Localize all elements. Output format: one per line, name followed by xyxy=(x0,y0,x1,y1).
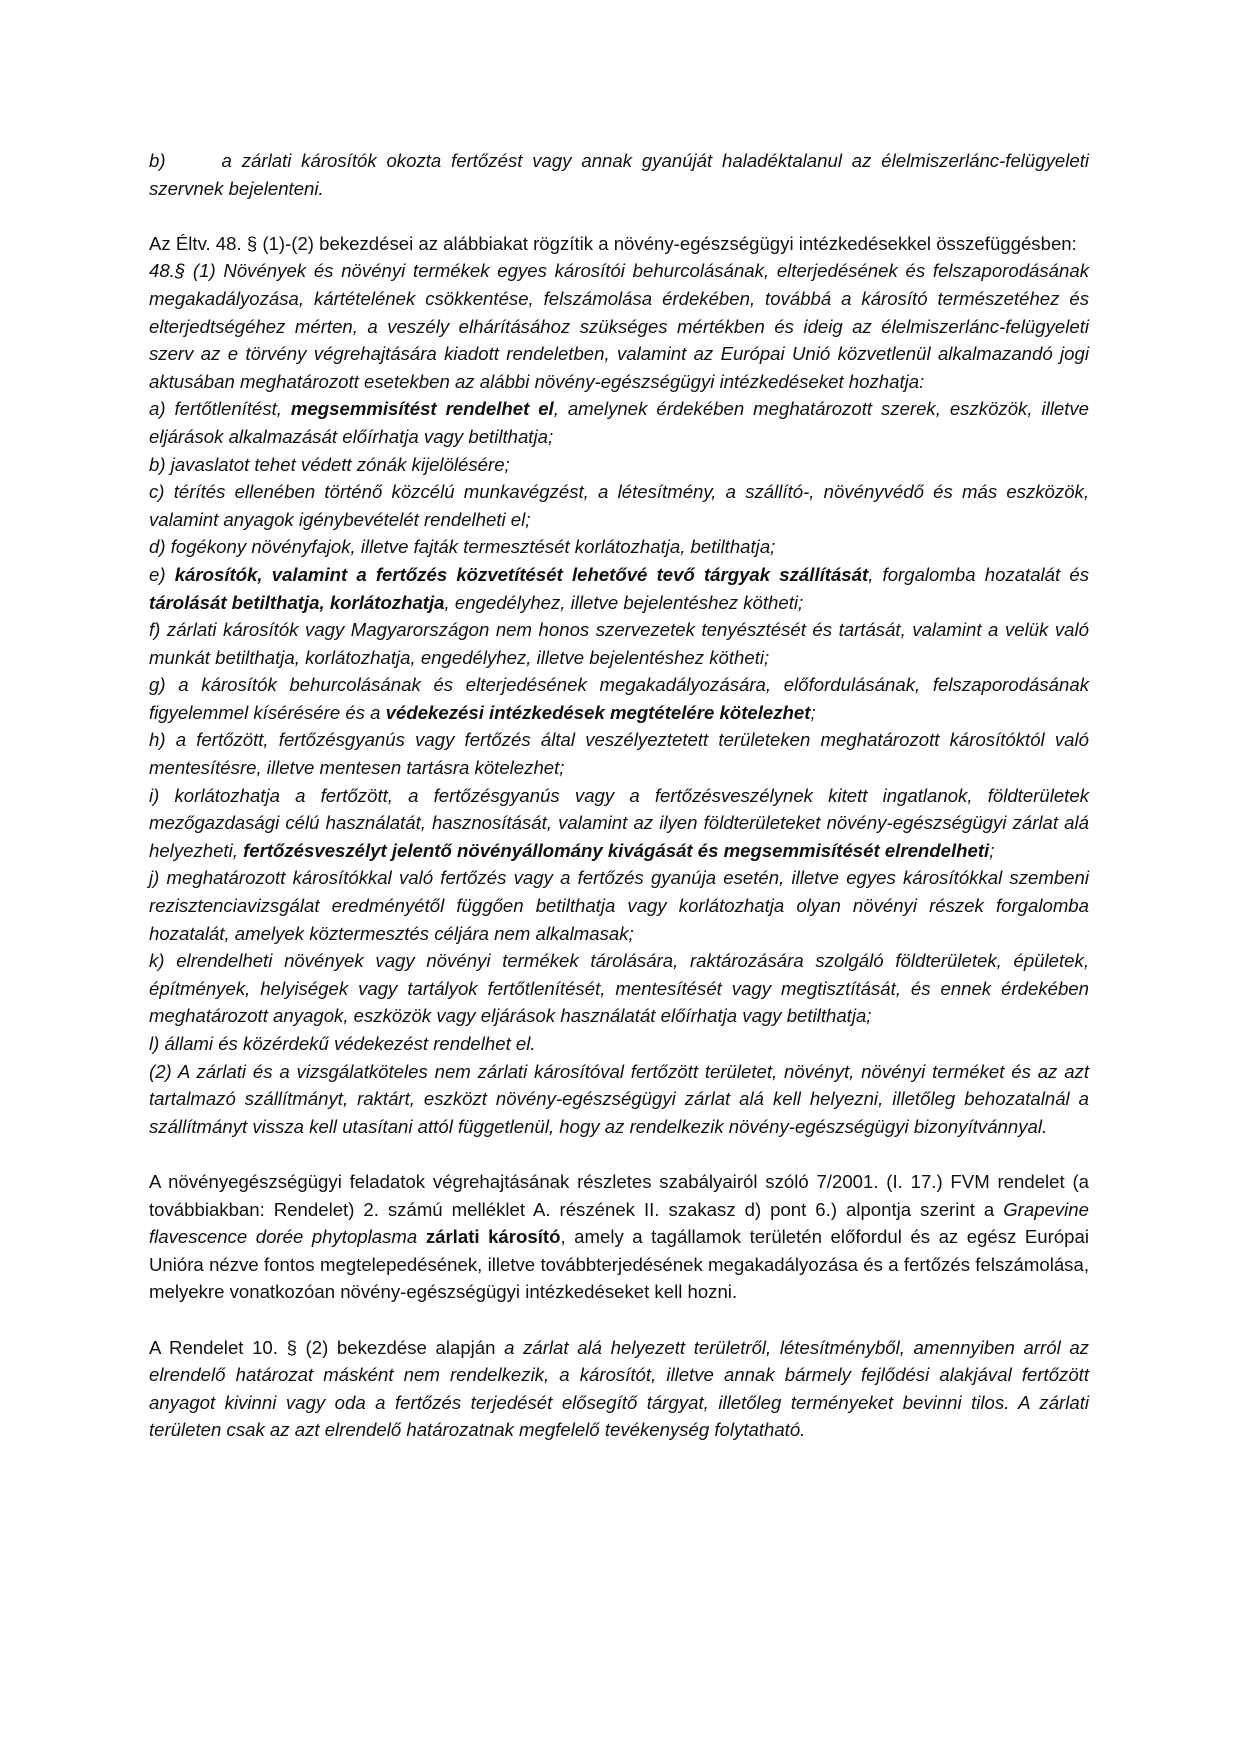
paragraph-17 xyxy=(149,1168,1089,1306)
paragraph-spacer xyxy=(149,1306,1089,1334)
paragraph-1 xyxy=(149,147,1089,202)
paragraph-4 xyxy=(149,395,1089,450)
text-run: A Rendelet 10. § (2) bekezdése alapján xyxy=(149,1336,505,1358)
paragraph-8 xyxy=(149,561,1089,616)
text-run: , amely a tagállamok területén előfordul és az egész Európai Unióra nézve fontos megtelepedésének, illetve továbbterjedésének megakadályozása és a fertőzés felszámolása, melyekre vonatkozóan növény-egészségügyi intézkedéseket kell hozni. xyxy=(149,1226,1089,1303)
italic-text-run: a zárlati károsítók okozta fertőzést vagy annak gyanúját haladéktalanul az élelmiszerlánc-felügyeleti szervnek bejelenteni. xyxy=(149,150,1089,199)
paragraph-6 xyxy=(149,478,1089,533)
italic-text-run: c) térítés ellenében történő közcélú munkavégzést, a létesítmény, a szállító-, növényvédő és más eszközök, valamint anyagok igénybevételét rendelheti el; xyxy=(149,481,1089,530)
paragraph-10 xyxy=(149,671,1089,726)
paragraph-11 xyxy=(149,726,1089,781)
italic-text-run: h) a fertőzött, fertőzésgyanús vagy fertőzés által veszélyeztetett területeken meghatározott károsítóktól való mentesítésre, illetve mentesen tartásra kötelezhet; xyxy=(149,729,1089,779)
paragraph-7 xyxy=(149,533,1089,561)
italic-text-run: b) xyxy=(149,150,166,171)
italic-text-run: (2) A zárlati és a vizsgálatköteles nem zárlati károsítóval fertőzött területet, növényt, növényi terméket és az azt tartalmazó szállítmányt, raktárt, eszközt növény-egészségügyi zárlat alá kell helyezni, illetőleg behozatalnál a szállítmányt vissza kell utasítani attól függetlenül, hogy az rendelkezik növény-egészségügyi bizonyítvánnyal. xyxy=(149,1060,1089,1137)
italic-text-run: ; xyxy=(810,701,816,723)
text-run xyxy=(417,1226,426,1247)
italic-text-run: a zárlat alá helyezett területről, létesítményből, amennyiben arról az elrendelő határozat másként nem rendelkezik, a károsítót, illetve annak bármely fejlődési alakjával fertőzött anyagot kivinni vagy oda a fertőzés terjedését elősegítő tárgyat, illetőleg terményeket bevinni tilos. A zárlati területen csak az azt elrendelő határozatnak megfelelő tevékenység folytatható. xyxy=(149,1336,1089,1441)
italic-text-run: f) zárlati károsítók vagy Magyarországon nem honos szervezetek tenyésztését és tartását, valamint a velük való munkát betilthatja, korlátozhatja, engedélyhez, illetve bejelentéshez kötheti; xyxy=(149,619,1089,668)
paragraph-5 xyxy=(149,451,1089,479)
bold-text-run: zárlati károsító xyxy=(425,1226,561,1248)
bold-text-run: károsítók, valamint a fertőzés közvetítését lehetővé tevő tárgyak szállítását xyxy=(174,563,869,585)
bold-text-run: tárolását betilthatja, korlátozhatja xyxy=(149,591,445,613)
paragraph-18 xyxy=(149,1334,1089,1444)
paragraph-15 xyxy=(149,1030,1089,1058)
paragraph-9 xyxy=(149,616,1089,671)
italic-text-run: l) állami és közérdekű védekezést rendelhet el. xyxy=(149,1033,536,1054)
italic-text-run: , engedélyhez, illetve bejelentéshez kötheti; xyxy=(444,591,804,613)
paragraph-2 xyxy=(149,230,1089,258)
bold-text-run: védekezési intézkedések megtételére kötelezhet xyxy=(385,701,811,723)
bold-text-run: megsemmisítést rendelhet el xyxy=(290,398,554,420)
italic-text-run: g) a károsítók behurcolásának és elterjedésének megakadályozására, előfordulásának, felszaporodásának figyelemmel kísérésére és a xyxy=(149,674,1089,723)
paragraph-3 xyxy=(149,257,1089,395)
italic-text-run: Grapevine flavescence dorée phytoplasma xyxy=(149,1198,1089,1248)
bold-text-run: fertőzésveszélyt jelentő növényállomány kivágását és megsemmisítését elrendelheti xyxy=(243,839,990,861)
italic-text-run: j) meghatározott károsítókkal való fertőzés vagy a fertőzés gyanúja esetén, illetve egyes károsítókkal szembeni rezisztenciavizsgálat eredményétől függően betilthatja vagy korlátozhatja olyan növényi részek forgalomba hozatalát, amelyek köztermesztés céljára nem alkalmasak; xyxy=(149,867,1089,944)
italic-text-run: ; xyxy=(989,839,995,861)
italic-text-run: 48.§ (1) Növények és növényi termékek egyes károsítói behurcolásának, elterjedésének és felszaporodásának megakadályozása, kártételének csökkentése, felszámolása érdekében, továbbá a károsító természetéhez és elterjedtségéhez mérten, a veszély elhárításához szükséges mértékben és ideig az élelmiszerlánc-felügyeleti szerv az e törvény végrehajtására kiadott rendeletben, valamint az Európai Unió közvetlenül alkalmazandó jogi aktusában meghatározott esetekben az alábbi növény-egészségügyi intézkedéseket hozhatja: xyxy=(149,260,1089,392)
italic-text-run: b) javaslatot tehet védett zónák kijelölésére; xyxy=(149,453,510,475)
paragraph-12 xyxy=(149,782,1089,865)
italic-text-run: i) korlátozhatja a fertőzött, a fertőzésgyanús vagy a fertőzésveszélynek kitett ingatlanok, földterületek mezőgazdasági célú használatát, hasznosítását, valamint az ilyen földterületeket növény-egészségügyi zárlat alá helyezheti, xyxy=(149,784,1089,861)
document-page xyxy=(149,147,1089,1444)
paragraph-13 xyxy=(149,864,1089,947)
italic-text-run: e) xyxy=(149,563,175,585)
italic-text-run: a) fertőtlenítést, xyxy=(149,398,291,420)
text-run: A növényegészségügyi feladatok végrehajtásának részletes szabályairól szóló 7/2001. (I. 17.) FVM rendelet (a továbbiakban: Rendelet) 2. számú melléklet A. részének II. szakasz d) pont 6.) alpontja szerint a xyxy=(149,1170,1089,1220)
italic-text-run: d) fogékony növényfajok, illetve fajták termesztését korlátozhatja, betilthatja; xyxy=(149,536,776,558)
italic-text-run: , forgalomba hozatalát és xyxy=(868,563,1090,585)
text-run: Az Éltv. 48. § (1)-(2) bekezdései az alábbiakat rögzítik a növény-egészségügyi intézkedésekkel összefüggésben: xyxy=(149,232,1077,254)
paragraph-spacer xyxy=(149,202,1089,230)
paragraph-spacer xyxy=(149,1140,1089,1168)
italic-text-run: k) elrendelheti növények vagy növényi termékek tárolására, raktározására szolgáló földterületek, épületek, építmények, helyiségek vagy tartályok fertőtlenítését, mentesítését vagy megtisztítását, és ennek érdekében meghatározott anyagok, eszközök vagy eljárások használatát előírhatja vagy betilthatja; xyxy=(149,950,1089,1027)
italic-text-run: , amelynek érdekében meghatározott szerek, eszközök, illetve eljárások alkalmazását előírhatja vagy betilthatja; xyxy=(149,398,1089,447)
paragraph-14 xyxy=(149,947,1089,1030)
paragraph-16 xyxy=(149,1058,1089,1141)
